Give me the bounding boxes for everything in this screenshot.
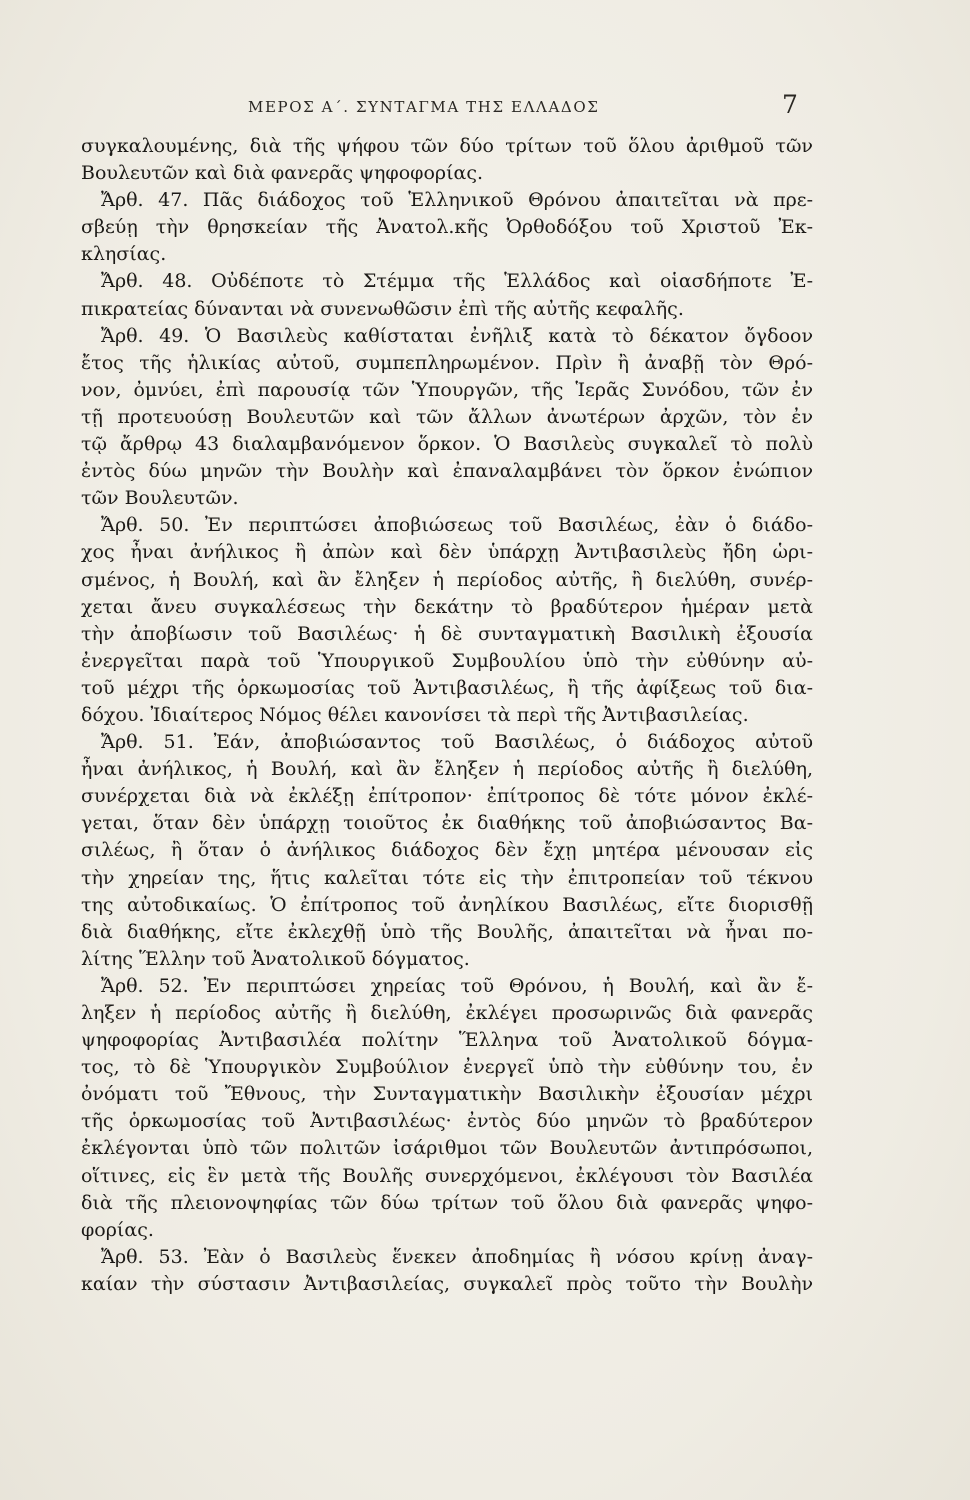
text-line: σιλέως, ἢ ὅταν ὁ ἀνήλικος διάδοχος δὲν ἔχῃ μητέρα μένουσαν εἰς	[81, 839, 813, 862]
page-number: 7	[782, 90, 798, 119]
text-line: χος ἦναι ἀνήλικος ἢ ἀπὼν καὶ δὲν ὑπάρχῃ Ἀντιβασιλεὺς ἤδη ὡρι-	[81, 541, 813, 564]
text-line: συνέρχεται διὰ νὰ ἐκλέξῃ ἐπίτροπον· ἐπίτροπος δὲ τότε μόνον ἐκλέ-	[81, 785, 813, 808]
text-line: τῷ ἄρθρῳ 43 διαλαμβανόμενον ὅρκον. Ὁ Βασιλεὺς συγκαλεῖ τὸ πολὺ	[81, 433, 813, 456]
text-line: γεται, ὅταν δὲν ὑπάρχῃ τοιοῦτος ἐκ διαθήκης τοῦ ἀποβιώσαντος Βα-	[81, 812, 813, 835]
text-line: συγκαλουμένης, διὰ τῆς ψήφου τῶν δύο τρίτων τοῦ ὅλου ἀριθμοῦ τῶν	[81, 135, 813, 157]
text-line: Ἄρθ. 51. Ἐάν, ἀποβιώσαντος τοῦ Βασιλέως, ὁ διάδοχος αὐτοῦ	[101, 731, 813, 754]
text-line: Ἄρθ. 52. Ἐν περιπτώσει χηρείας τοῦ Θρόνου, ἡ Βουλή, καὶ ἂν ἔ-	[101, 974, 813, 997]
text-line: Ἄρθ. 47. Πᾶς διάδοχος τοῦ Ἑλληνικοῦ Θρόνου ἀπαιτεῖται νὰ πρε-	[101, 189, 813, 212]
text-line: καίαν τὴν σύστασιν Ἀντιβασιλείας, συγκαλεῖ πρὸς τοῦτο τὴν Βουλὴν	[81, 1272, 813, 1295]
text-line: Ἄρθ. 53. Ἐὰν ὁ Βασιλεὺς ἕνεκεν ἀποδημίας ἢ νόσου κρίνῃ ἀναγ-	[101, 1245, 813, 1268]
text-line: οἵτινες, εἰς ἓν μετὰ τῆς Βουλῆς συνερχόμενοι, ἐκλέγουσι τὸν Βασιλέα	[81, 1164, 813, 1187]
text-line: διὰ τῆς πλειονοψηφίας τῶν δύω τρίτων τοῦ ὅλου διὰ φανερᾶς ψηφο-	[81, 1191, 813, 1214]
text-line: σβεύῃ τὴν θρησκείαν τῆς Ἀνατολ.κῆς Ὀρθοδόξου τοῦ Χριστοῦ Ἐκ-	[81, 216, 813, 239]
text-line: πικρατείας δύνανται νὰ συνενωθῶσιν ἐπὶ τῆς αὐτῆς κεφαλῆς.	[81, 297, 684, 320]
text-line: ἐντὸς δύω μηνῶν τὴν Βουλὴν καὶ ἐπαναλαμβάνει τὸν ὅρκον ἐνώπιον	[81, 460, 813, 483]
text-line: δόχου. Ἰδιαίτερος Νόμος θέλει κανονίσει τὰ περὶ τῆς Ἀντιβασιλείας.	[81, 703, 749, 726]
text-line: ἦναι ἀνήλικος, ἡ Βουλή, καὶ ἂν ἔληξεν ἡ περίοδος αὐτῆς ἢ διελύθη,	[81, 758, 813, 781]
text-line: ὀνόματι τοῦ Ἔθνους, τὴν Συνταγματικὴν Βασιλικὴν ἐξουσίαν μέχρι	[81, 1083, 813, 1106]
text-line: Ἄρθ. 48. Οὐδέποτε τὸ Στέμμα τῆς Ἑλλάδος καὶ οἱασδήποτε Ἐ-	[101, 270, 813, 293]
text-line: διὰ διαθήκης, εἴτε ἐκλεχθῇ ὑπὸ τῆς Βουλῆς, ἀπαιτεῖται νὰ ἦναι πο-	[81, 920, 813, 943]
text-line: σμένος, ἡ Βουλή, καὶ ἂν ἔληξεν ἡ περίοδος αὐτῆς, ἢ διελύθη, συνέρ-	[81, 568, 813, 591]
text-line: Βουλευτῶν καὶ διὰ φανερᾶς ψηφοφορίας.	[81, 162, 484, 185]
text-line: τὴν χηρείαν της, ἥτις καλεῖται τότε εἰς τὴν ἐπιτροπείαν τοῦ τέκνου	[81, 866, 813, 889]
text-line: κλησίας.	[81, 243, 167, 266]
text-line: τῇ προτευούσῃ Βουλευτῶν καὶ τῶν ἄλλων ἀνωτέρων ἀρχῶν, τὸν ἐν	[81, 405, 813, 428]
text-line: τος, τὸ δὲ Ὑπουργικὸν Συμβούλιον ἐνεργεῖ ὑπὸ τὴν εὐθύνην του, ἐν	[81, 1056, 813, 1079]
text-line: τὴν ἀποβίωσιν τοῦ Βασιλέως· ἡ δὲ συνταγματικὴ Βασιλικὴ ἐξουσία	[81, 622, 813, 645]
text-line: χεται ἄνευ συγκαλέσεως τὴν δεκάτην τὸ βραδύτερον ἡμέραν μετὰ	[81, 595, 813, 618]
text-line: ψηφοφορίας Ἀντιβασιλέα πολίτην Ἕλληνα τοῦ Ἀνατολικοῦ δόγμα-	[81, 1029, 813, 1052]
text-line: της αὐτοδικαίως. Ὁ ἐπίτροπος τοῦ ἀνηλίκου Βασιλέως, εἴτε διορισθῇ	[81, 893, 813, 916]
text-line: τῆς ὁρκωμοσίας τοῦ Ἀντιβασιλέως· ἐντὸς δύο μηνῶν τὸ βραδύτερον	[81, 1110, 813, 1133]
text-line: Ἄρθ. 49. Ὁ Βασιλεὺς καθίσταται ἐνῆλιξ κατὰ τὸ δέκατον ὄγδοον	[101, 324, 813, 347]
text-line: Ἄρθ. 50. Ἐν περιπτώσει ἀποβιώσεως τοῦ Βασιλέως, ἐὰν ὁ διάδο-	[101, 514, 813, 537]
text-line: νον, ὀμνύει, ἐπὶ παρουσίᾳ τῶν Ὑπουργῶν, τῆς Ἱερᾶς Συνόδου, τῶν ἐν	[81, 378, 813, 401]
text-line: τοῦ μέχρι τῆς ὁρκωμοσίας τοῦ Ἀντιβασιλέως, ἢ τῆς ἀφίξεως τοῦ δια-	[81, 676, 813, 699]
running-head: ΜΕΡΟΣ Α΄. ΣΥΝΤΑΓΜΑ ΤΗΣ ΕΛΛΑΔΟΣ	[248, 98, 600, 116]
text-line: φορίας.	[81, 1218, 154, 1241]
text-line: ἐνεργεῖται παρὰ τοῦ Ὑπουργικοῦ Συμβουλίου ὑπὸ τὴν εὐθύνην αὐ-	[81, 649, 813, 672]
text-line: τῶν Βουλευτῶν.	[81, 487, 239, 510]
text-line: ἔτος τῆς ἡλικίας αὐτοῦ, συμπεπληρωμένον. Πρὶν ἢ ἀναβῇ τὸν Θρό-	[81, 351, 813, 374]
text-line: λίτης Ἕλλην τοῦ Ἀνατολικοῦ δόγματος.	[81, 947, 470, 970]
text-line: ληξεν ἡ περίοδος αὐτῆς ἢ διελύθη, ἐκλέγει προσωρινῶς διὰ φανερᾶς	[81, 1002, 813, 1024]
text-line: ἐκλέγονται ὑπὸ τῶν πολιτῶν ἰσάριθμοι τῶν Βουλευτῶν ἀντιπρόσωποι,	[81, 1137, 813, 1160]
body-text	[81, 133, 813, 1298]
